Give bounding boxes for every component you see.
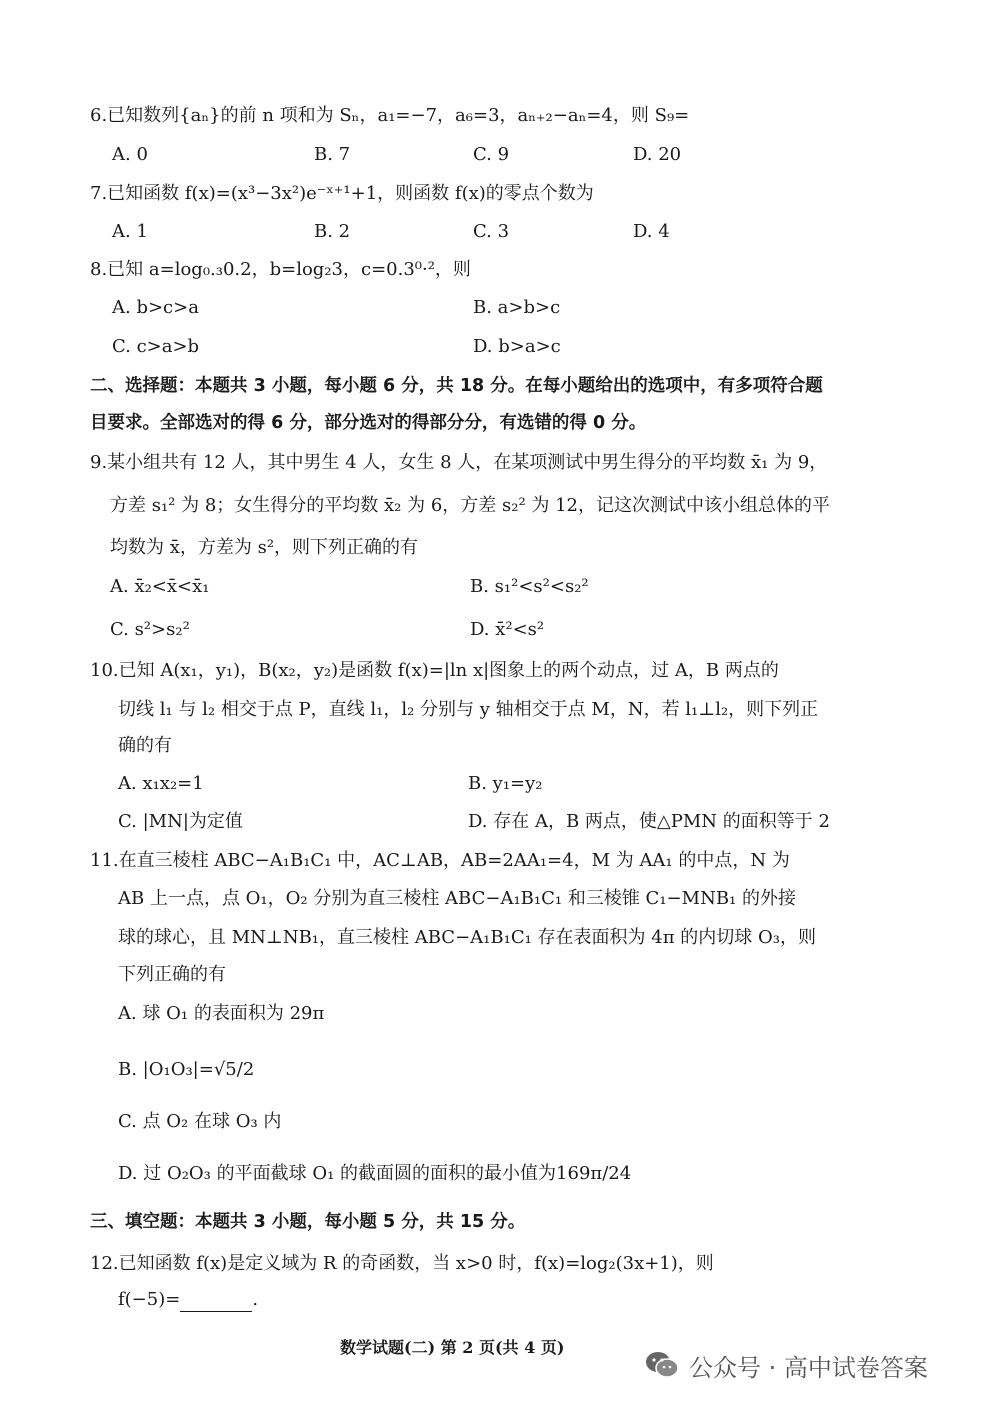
q12-stem-line2 bbox=[118, 1288, 258, 1312]
q7-option-a: A. 1 bbox=[112, 221, 148, 242]
q8-option-d: D. b>a>c bbox=[473, 336, 561, 357]
watermark-text: 公众号 · 高中试卷答案 bbox=[689, 1353, 928, 1382]
q6-option-b: B. 7 bbox=[314, 144, 351, 165]
q12-stem-line1: 12.已知函数 f(x)是定义域为 R 的奇函数，当 x>0 时，f(x)=log₂(3x+1)，则 bbox=[90, 1253, 714, 1274]
q10-stem-line2: 切线 l₁ 与 l₂ 相交于点 P，直线 l₁，l₂ 分别与 y 轴相交于点 M，N，若 l₁⊥l₂，则下列正 bbox=[118, 699, 819, 720]
q11-stem-line4: 下列正确的有 bbox=[118, 964, 226, 985]
q8-option-b: B. a>b>c bbox=[473, 297, 561, 318]
q6-option-c: C. 9 bbox=[473, 144, 510, 165]
q9-option-d: D. x̄²<s² bbox=[470, 619, 545, 640]
q8-option-c: C. c>a>b bbox=[112, 336, 200, 357]
q11-stem-line3: 球的球心，且 MN⊥NB₁，直三棱柱 ABC−A₁B₁C₁ 存在表面积为 4π 的内切球 O₃，则 bbox=[118, 927, 816, 948]
q11-option-c: C. 点 O₂ 在球 O₃ 内 bbox=[118, 1111, 282, 1132]
section3-header: 三、填空题：本题共 3 小题，每小题 5 分，共 15 分。 bbox=[90, 1212, 526, 1232]
q9-option-c: C. s²>s₂² bbox=[110, 619, 190, 640]
watermark bbox=[645, 1347, 945, 1383]
section2-header-line2: 目要求。全部选对的得 6 分，部分选对的得部分分，有选错的得 0 分。 bbox=[90, 413, 647, 433]
q11-option-a: A. 球 O₁ 的表面积为 29π bbox=[118, 1003, 325, 1024]
q10-option-b: B. y₁=y₂ bbox=[468, 773, 543, 794]
page-footer: 数学试题(二) 第 2 页(共 4 页) bbox=[340, 1338, 565, 1357]
q8-option-a: A. b>c>a bbox=[112, 297, 199, 318]
q9-stem-line2: 方差 s₁² 为 8；女生得分的平均数 x̄₂ 为 6，方差 s₂² 为 12，记这次测试中该小组总体的平 bbox=[110, 495, 831, 516]
wechat-icon bbox=[645, 1351, 679, 1379]
q10-option-d: D. 存在 A，B 两点，使△PMN 的面积等于 2 bbox=[468, 811, 830, 832]
q7-stem: 7.已知函数 f(x)=(x³−3x²)e⁻ˣ⁺¹+1，则函数 f(x)的零点个数为 bbox=[90, 183, 594, 204]
q11-option-d: D. 过 O₂O₃ 的平面截球 O₁ 的截面圆的面积的最小值为169π/24 bbox=[118, 1163, 632, 1184]
q10-stem-line1: 10.已知 A(x₁，y₁)，B(x₂，y₂)是函数 f(x)=|ln x|图象上的两个动点，过 A，B 两点的 bbox=[90, 660, 779, 681]
q7-option-c: C. 3 bbox=[473, 221, 510, 242]
q6-option-a: A. 0 bbox=[112, 144, 148, 165]
q6-option-d: D. 20 bbox=[633, 144, 682, 165]
q9-stem-line1: 9.某小组共有 12 人，其中男生 4 人，女生 8 人，在某项测试中男生得分的平均数 x̄₁ 为 9， bbox=[90, 452, 828, 473]
q7-option-d: D. 4 bbox=[633, 221, 670, 242]
q9-option-b: B. s₁²<s²<s₂² bbox=[470, 576, 589, 597]
q12-period: . bbox=[252, 1289, 259, 1310]
section2-header-line1: 二、选择题：本题共 3 小题，每小题 6 分，共 18 分。在每小题给出的选项中，有多项符合题 bbox=[90, 376, 823, 396]
q11-stem-line1: 11.在直三棱柱 ABC−A₁B₁C₁ 中，AC⊥AB，AB=2AA₁=4，M 为 AA₁ 的中点，N 为 bbox=[90, 850, 790, 871]
q11-stem-line2: AB 上一点，点 O₁，O₂ 分别为直三棱柱 ABC−A₁B₁C₁ 和三棱锥 C₁−MNB₁ 的外接 bbox=[118, 888, 796, 909]
q6-stem: 6.已知数列{aₙ}的前 n 项和为 Sₙ，a₁=−7，a₆=3，aₙ₊₂−aₙ=4，则 S₉= bbox=[90, 105, 690, 126]
q9-option-a: A. x̄₂<x̄<x̄₁ bbox=[110, 576, 210, 597]
answer-blank bbox=[180, 1293, 252, 1312]
q10-option-a: A. x₁x₂=1 bbox=[118, 773, 204, 794]
q10-option-c: C. |MN|为定值 bbox=[118, 811, 243, 832]
q7-option-b: B. 2 bbox=[314, 221, 351, 242]
q10-stem-line3: 确的有 bbox=[118, 735, 172, 756]
q12-expression: f(−5)= bbox=[118, 1289, 181, 1310]
q9-stem-line3: 均数为 x̄，方差为 s²，则下列正确的有 bbox=[110, 537, 419, 558]
q8-stem: 8.已知 a=log₀.₃0.2，b=log₂3，c=0.3⁰·²，则 bbox=[90, 259, 471, 280]
q11-option-b: B. |O₁O₃|=√5/2 bbox=[118, 1059, 255, 1080]
